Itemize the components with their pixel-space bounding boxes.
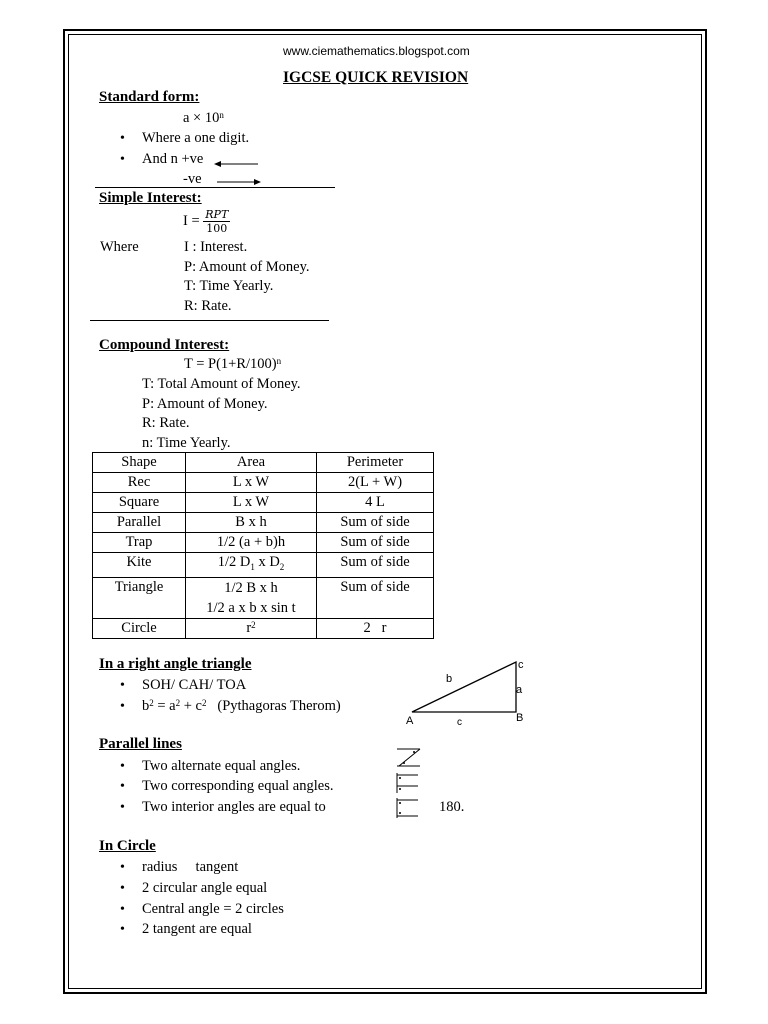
- standard-form-exponent: n: [219, 110, 224, 120]
- standard-form-bullet-2: • And n +ve: [142, 151, 203, 168]
- shape-cell: Triangle: [93, 577, 186, 618]
- table-row: [93, 493, 434, 513]
- site-url: www.ciemathematics.blogspot.com: [283, 44, 470, 58]
- vertex-b-label: B: [516, 712, 524, 724]
- compound-interest-heading: Compound Interest:: [99, 337, 230, 353]
- divider-1: [95, 187, 335, 188]
- parallel-bullet-1: • Two alternate equal angles.: [142, 758, 300, 775]
- simple-interest-lhs: I =: [183, 213, 200, 229]
- side-c-label: c: [457, 717, 462, 728]
- interior-angle-value: 180.: [439, 799, 465, 815]
- compound-exponent: n: [276, 356, 282, 366]
- area-cell: $r^2$: [186, 618, 317, 638]
- pythagoras-formula: • $b^2 = a^2 + c^2$ (Pythagoras Therom): [142, 698, 341, 715]
- simple-interest-heading: Simple Interest:: [99, 190, 202, 206]
- fraction-denominator: 100: [206, 222, 228, 235]
- shape-cell: Circle: [93, 618, 186, 638]
- compound-interest-formula: [184, 356, 281, 373]
- circle-bullet-1: • radius tangent: [142, 859, 238, 876]
- perimeter-cell: 2(L + W): [317, 473, 434, 493]
- compound-def-2: P: Amount of Money.: [142, 396, 268, 412]
- perimeter-cell: Sum of side: [317, 513, 434, 533]
- parallel-bullet-3: • Two interior angles are equal to: [142, 799, 326, 816]
- table-row: [93, 577, 434, 618]
- circle-heading: In Circle: [99, 838, 156, 854]
- vertex-c-label: c: [518, 659, 524, 671]
- where-label: Where: [100, 239, 139, 255]
- left-arrow-icon: [214, 158, 262, 170]
- shape-cell: Rec: [93, 473, 186, 493]
- compound-def-4: n: Time Yearly.: [142, 435, 231, 451]
- area-cell: L x W: [186, 473, 317, 493]
- standard-form-heading: Standard form:: [99, 89, 200, 105]
- circle-bullet-3: • Central angle = 2 circles: [142, 901, 284, 918]
- right-triangle-bullet-1: • SOH/ CAH/ TOA: [142, 677, 246, 694]
- simple-def-1: I : Interest.: [184, 239, 248, 255]
- divider-2: [90, 320, 329, 321]
- area-cell: B x h: [186, 513, 317, 533]
- parallel-bullet-2: • Two corresponding equal angles.: [142, 778, 333, 795]
- compound-def-1: T: Total Amount of Money.: [142, 376, 301, 392]
- alternate-angles-icon: [394, 746, 424, 770]
- standard-form-formula: [183, 110, 224, 127]
- fraction-numerator: RPT: [205, 208, 229, 221]
- table-row: [93, 553, 434, 578]
- table-row: [93, 533, 434, 553]
- perimeter-cell: 2 r: [317, 618, 434, 638]
- vertex-a-label: A: [406, 715, 414, 727]
- simple-def-3: T: Time Yearly.: [184, 278, 274, 294]
- compound-base: T = P(1+R/100): [184, 356, 277, 372]
- right-triangle-heading: In a right angle triangle: [99, 656, 252, 672]
- shapes-table: [92, 452, 434, 639]
- header-area: Area: [186, 453, 317, 473]
- standard-form-base: a × 10: [183, 110, 220, 126]
- shape-cell: Kite: [93, 553, 186, 578]
- simple-def-4: R: Rate.: [184, 298, 232, 314]
- table-header-row: [93, 453, 434, 473]
- simple-interest-fraction: [203, 208, 230, 235]
- shape-cell: Trap: [93, 533, 186, 553]
- area-cell: 1/2 $D_1$ x $D_2$: [186, 553, 317, 578]
- table-row: [93, 618, 434, 638]
- parallel-lines-heading: Parallel lines: [99, 736, 182, 752]
- perimeter-cell: Sum of side: [317, 577, 434, 618]
- compound-def-3: R: Rate.: [142, 415, 190, 431]
- header-perimeter: Perimeter: [317, 453, 434, 473]
- perimeter-cell: Sum of side: [317, 533, 434, 553]
- simple-def-2: P: Amount of Money.: [184, 259, 310, 275]
- area-cell: 1/2 (a + b)h: [186, 533, 317, 553]
- standard-form-neg-label: -ve: [183, 171, 202, 187]
- page-title: IGCSE QUICK REVISION: [283, 69, 469, 86]
- perimeter-cell: 4 L: [317, 493, 434, 513]
- simple-interest-formula: [183, 208, 230, 235]
- standard-form-bullet-1: • Where a one digit.: [142, 130, 249, 147]
- table-row: [93, 473, 434, 493]
- area-cell: L x W: [186, 493, 317, 513]
- circle-bullet-2: • 2 circular angle equal: [142, 880, 267, 897]
- table-row: [93, 513, 434, 533]
- shape-cell: Parallel: [93, 513, 186, 533]
- interior-angles-icon: [394, 796, 422, 820]
- area-cell: 1/2 B x h 1/2 a x b x sin t: [186, 577, 317, 618]
- side-a-label: a: [516, 684, 523, 696]
- right-triangle-diagram: [400, 656, 540, 730]
- perimeter-cell: Sum of side: [317, 553, 434, 578]
- side-b-label: b: [446, 673, 453, 685]
- shape-cell: Square: [93, 493, 186, 513]
- circle-bullet-4: • 2 tangent are equal: [142, 921, 252, 938]
- header-shape: Shape: [93, 453, 186, 473]
- corresponding-angles-icon: [394, 771, 422, 795]
